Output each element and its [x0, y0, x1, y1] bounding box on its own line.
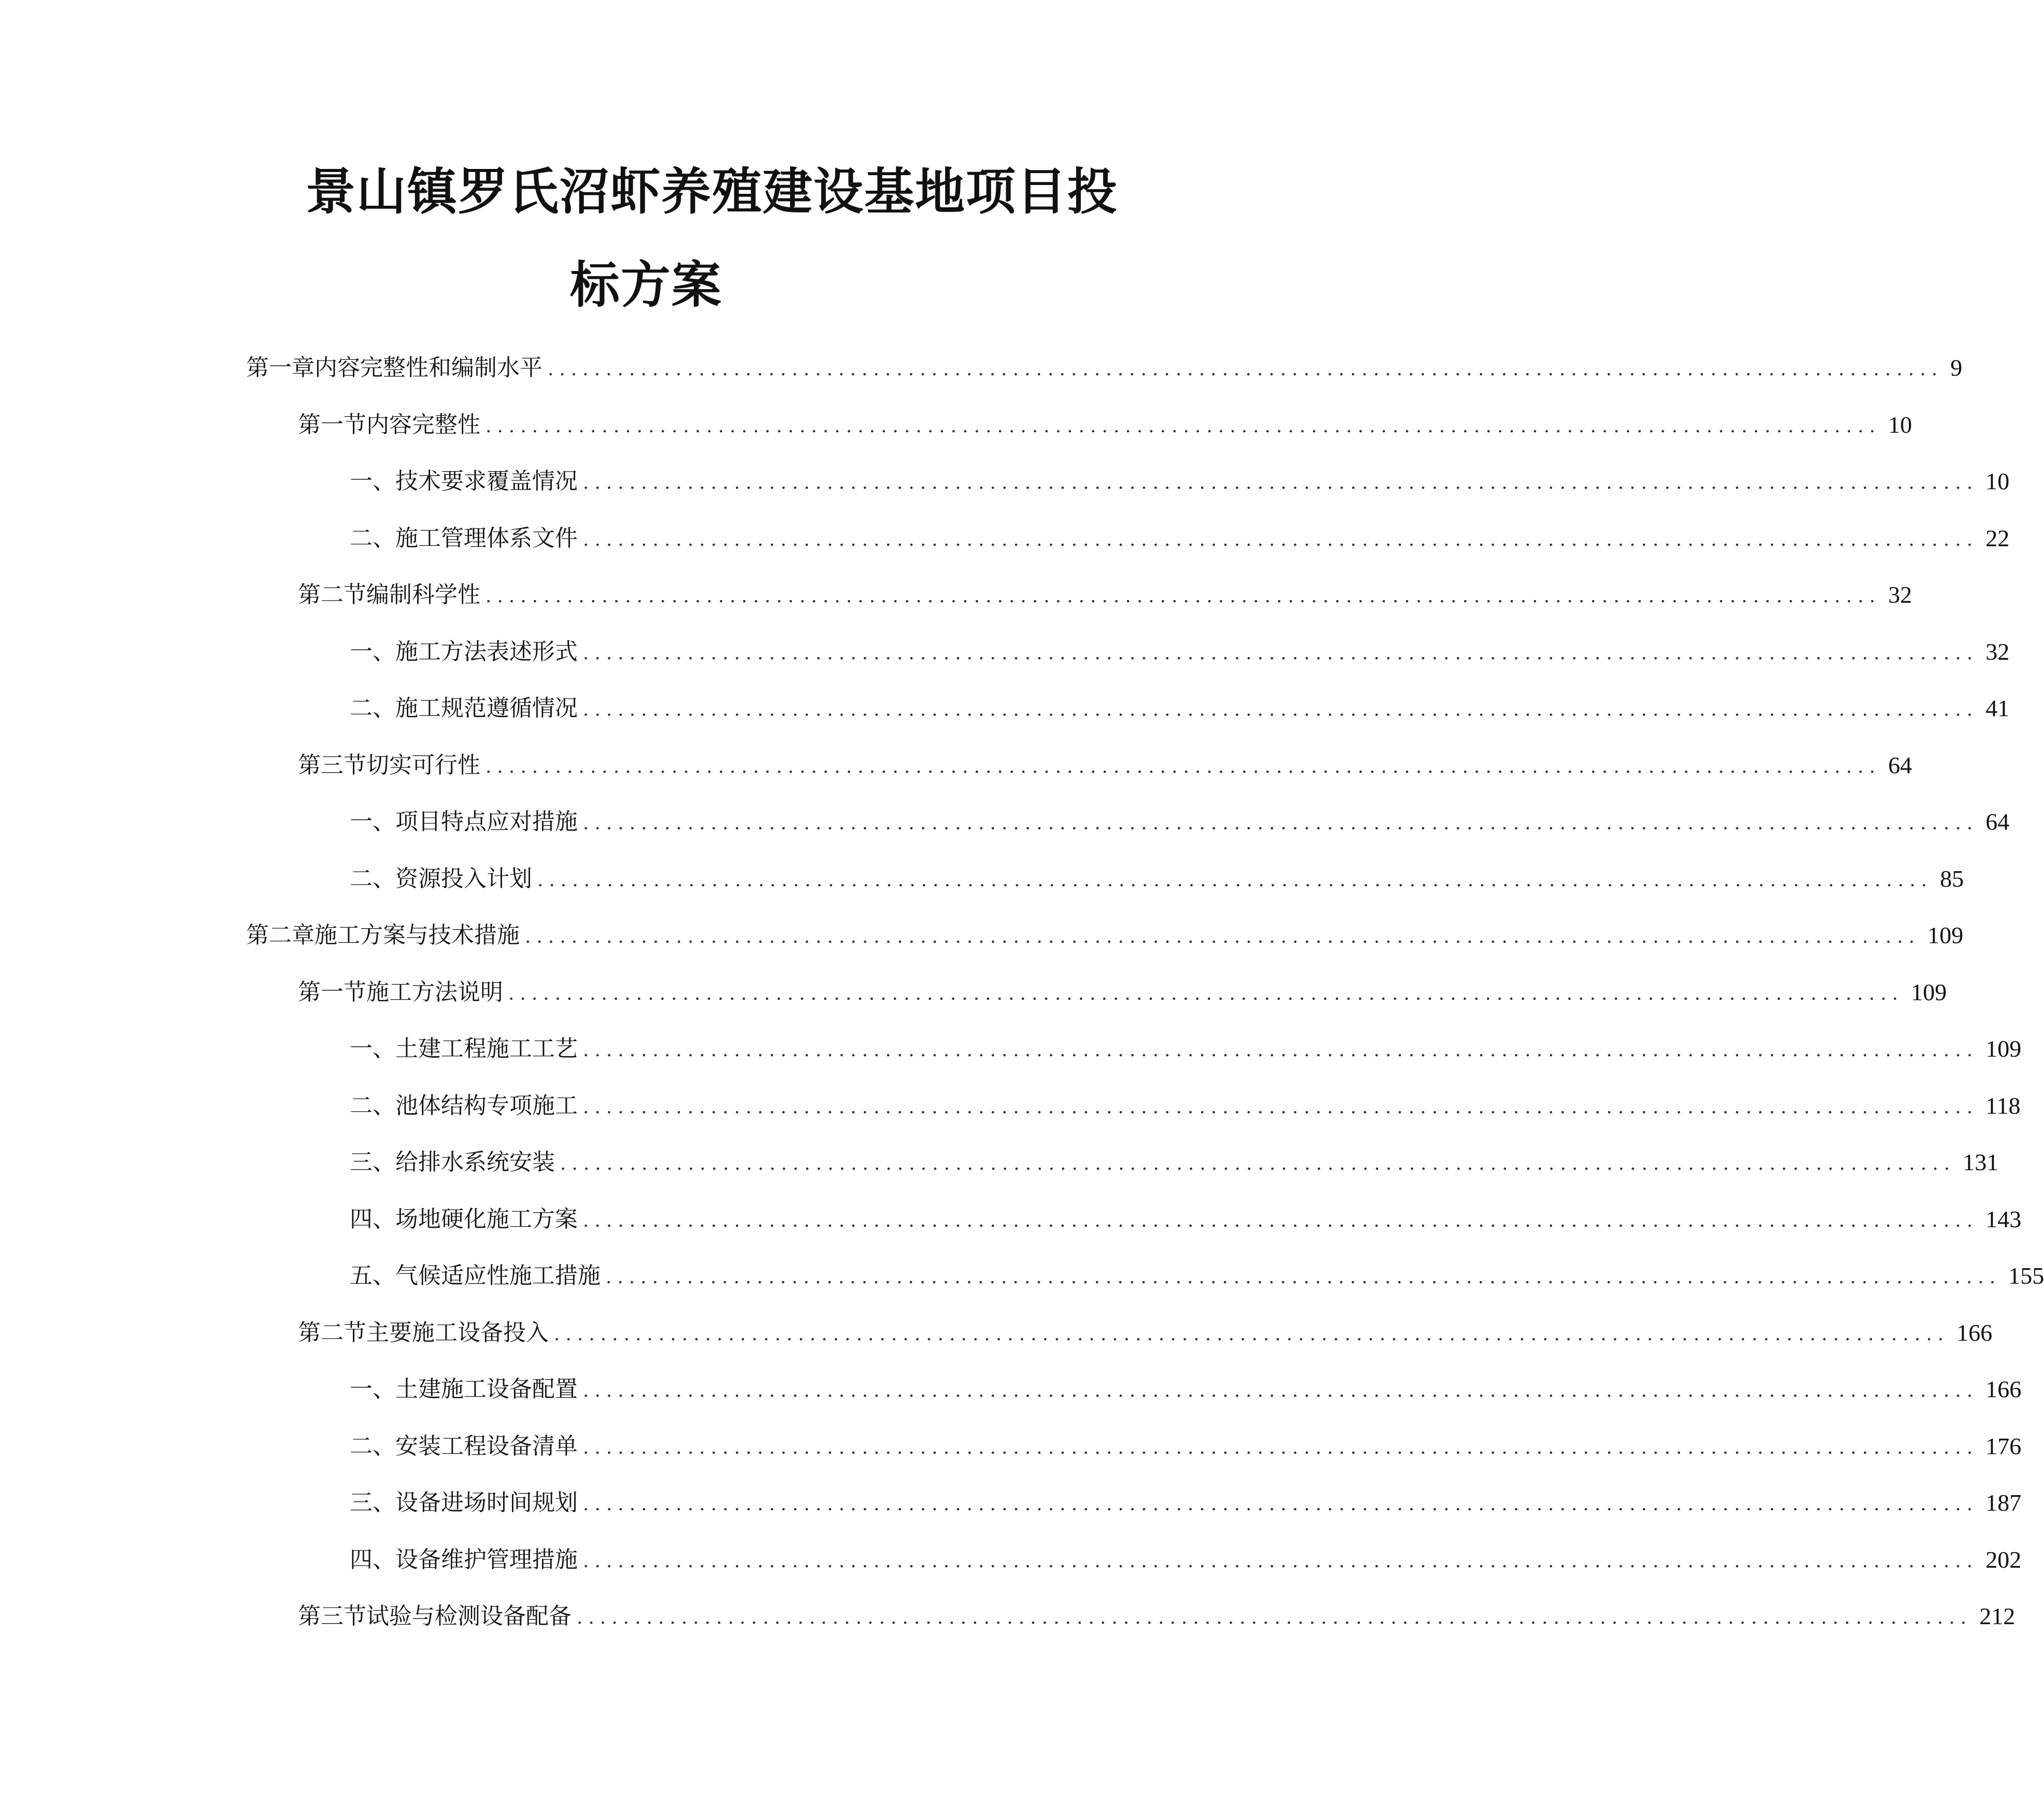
- toc-entry-label: 项目特点应对措施: [395, 808, 578, 835]
- toc-entry[interactable]: [350, 801, 2010, 843]
- toc-entry-page-number: 131: [1963, 1149, 1999, 1175]
- toc-leader-dots: ........................................................................................................................: [583, 1494, 1979, 1515]
- toc-entry-label: 施工管理体系文件: [395, 525, 578, 551]
- document-title-line-2: 标方案: [570, 255, 722, 314]
- toc-leader-dots: ........................................................................................................................: [548, 359, 1943, 380]
- toc-entry-label: 给排水系统安装: [395, 1149, 555, 1175]
- toc-entry[interactable]: [350, 1085, 2021, 1127]
- toc-entry-number: 二、: [350, 865, 395, 892]
- toc-leader-dots: ........................................................................................................................: [485, 756, 1881, 777]
- toc-entry-page-number: 10: [1985, 468, 2010, 494]
- toc-leader-dots: ........................................................................................................................: [525, 926, 1921, 947]
- toc-entry-label: 安装工程设备清单: [395, 1433, 578, 1459]
- toc-entry-label: 切实可行性: [366, 752, 480, 778]
- toc-entry-number: 二、: [350, 1433, 395, 1459]
- toc-entry-label: 内容完整性和编制水平: [315, 354, 542, 381]
- toc-entry-number: 一、: [350, 638, 395, 665]
- toc-leader-dots: ........................................................................................................................: [508, 983, 1904, 1004]
- toc-entry-page-number: 64: [1985, 808, 2010, 835]
- toc-entry-page-number: 212: [1979, 1603, 2016, 1629]
- toc-entry-page-number: 187: [1985, 1489, 2022, 1516]
- toc-entry-page-number: 32: [1985, 638, 2010, 665]
- toc-entry-page-number: 155: [2008, 1262, 2044, 1289]
- toc-entry-page-number: 166: [1985, 1376, 2022, 1402]
- toc-entry[interactable]: [298, 1312, 1993, 1354]
- toc-entry[interactable]: [298, 745, 1912, 786]
- toc-entry[interactable]: [350, 1539, 2022, 1581]
- toc-entry-number: 一、: [350, 808, 395, 835]
- toc-entry[interactable]: [350, 1482, 2022, 1524]
- toc-entry[interactable]: [298, 574, 1912, 616]
- toc-entry-page-number: 22: [1985, 525, 2010, 551]
- toc-entry-number: 第一章: [246, 354, 315, 381]
- toc-entry-label: 土建施工设备配置: [395, 1376, 578, 1402]
- toc-entry[interactable]: [350, 518, 2010, 559]
- toc-entry[interactable]: [350, 1028, 2022, 1070]
- toc-entry-page-number: 109: [1911, 979, 1947, 1005]
- toc-entry[interactable]: [350, 688, 2010, 729]
- toc-entry-number: 二、: [350, 525, 395, 551]
- toc-entry-label: 编制科学性: [366, 581, 480, 608]
- toc-entry-page-number: 109: [1985, 1035, 2022, 1062]
- toc-leader-dots: ........................................................................................................................: [577, 1607, 1972, 1628]
- toc-entry-label: 施工方法说明: [366, 979, 503, 1005]
- toc-leader-dots: ........................................................................................................................: [560, 1153, 1956, 1174]
- toc-entry-number: 四、: [350, 1546, 395, 1573]
- toc-entry-number: 第三节: [298, 1603, 366, 1629]
- toc-leader-dots: ........................................................................................................................: [537, 870, 1933, 891]
- toc-leader-dots: ........................................................................................................................: [606, 1267, 2002, 1288]
- toc-leader-dots: ........................................................................................................................: [583, 1551, 1979, 1572]
- toc-leader-dots: ........................................................................................................................: [583, 699, 1979, 720]
- toc-entry[interactable]: [350, 1255, 2044, 1297]
- toc-entry-page-number: 118: [1985, 1092, 2021, 1119]
- toc-leader-dots: ........................................................................................................................: [583, 643, 1979, 664]
- toc-entry-number: 一、: [350, 1376, 395, 1402]
- toc-entry-page-number: 176: [1985, 1433, 2022, 1459]
- toc-entry[interactable]: [246, 347, 1963, 389]
- toc-entry-label: 施工方法表述形式: [395, 638, 578, 665]
- toc-entry-label: 场地硬化施工方案: [395, 1206, 578, 1232]
- toc-entry-number: 三、: [350, 1489, 395, 1516]
- toc-leader-dots: ........................................................................................................................: [583, 813, 1979, 834]
- toc-entry-label: 内容完整性: [366, 411, 480, 438]
- toc-entry-number: 五、: [350, 1262, 395, 1289]
- toc-entry-number: 第二节: [298, 1319, 366, 1346]
- toc-leader-dots: ........................................................................................................................: [583, 1040, 1979, 1061]
- toc-entry[interactable]: [350, 1426, 2022, 1467]
- toc-entry-number: 第二章: [246, 922, 315, 948]
- toc-entry-page-number: 10: [1888, 411, 1912, 438]
- toc-entry-label: 池体结构专项施工: [395, 1092, 578, 1119]
- toc-entry[interactable]: [298, 972, 1947, 1013]
- toc-leader-dots: ........................................................................................................................: [583, 1437, 1979, 1458]
- toc-entry-page-number: 85: [1940, 865, 1964, 892]
- toc-entry-number: 第一节: [298, 979, 366, 1005]
- toc-entry-label: 气候适应性施工措施: [395, 1262, 601, 1289]
- toc-entry[interactable]: [350, 461, 2010, 502]
- toc-entry-page-number: 9: [1950, 354, 1963, 381]
- toc-leader-dots: ........................................................................................................................: [583, 1097, 1979, 1118]
- toc-entry-page-number: 32: [1888, 581, 1912, 608]
- toc-entry[interactable]: [350, 858, 1964, 900]
- toc-entry-label: 技术要求覆盖情况: [395, 468, 578, 494]
- toc-entry-number: 一、: [350, 468, 395, 494]
- toc-entry-number: 第三节: [298, 752, 366, 778]
- toc-entry-label: 土建工程施工工艺: [395, 1035, 578, 1062]
- toc-entry-page-number: 202: [1985, 1546, 2022, 1573]
- toc-leader-dots: ........................................................................................................................: [485, 586, 1881, 607]
- toc-entry-label: 施工方案与技术措施: [315, 922, 520, 948]
- toc-leader-dots: ........................................................................................................................: [554, 1324, 1950, 1345]
- toc-entry-page-number: 64: [1888, 752, 1912, 778]
- toc-leader-dots: ........................................................................................................................: [485, 416, 1881, 437]
- toc-entry[interactable]: [298, 404, 1912, 446]
- toc-entry[interactable]: [298, 1596, 2016, 1637]
- toc-entry-label: 试验与检测设备配备: [366, 1603, 571, 1629]
- toc-entry-label: 资源投入计划: [395, 865, 532, 892]
- toc-entry-page-number: 166: [1956, 1319, 1993, 1346]
- toc-entry-number: 四、: [350, 1206, 395, 1232]
- toc-entry[interactable]: [350, 1142, 1999, 1183]
- document-title-line-1: 景山镇罗氏沼虾养殖建设基地项目投: [306, 162, 1118, 221]
- toc-entry-number: 二、: [350, 1092, 395, 1119]
- toc-entry-page-number: 41: [1985, 695, 2010, 721]
- toc-leader-dots: ........................................................................................................................: [583, 1380, 1979, 1401]
- toc-entry-number: 第一节: [298, 411, 366, 438]
- toc-entry-number: 二、: [350, 695, 395, 721]
- toc-entry-label: 施工规范遵循情况: [395, 695, 578, 721]
- toc-entry-number: 一、: [350, 1035, 395, 1062]
- toc-entry-page-number: 109: [1927, 922, 1964, 948]
- toc-entry-label: 设备维护管理措施: [395, 1546, 578, 1573]
- toc-entry-label: 主要施工设备投入: [366, 1319, 549, 1346]
- toc-entry-number: 三、: [350, 1149, 395, 1175]
- toc-leader-dots: ........................................................................................................................: [583, 1210, 1979, 1231]
- toc-entry[interactable]: [350, 1199, 2022, 1240]
- toc-entry-number: 第二节: [298, 581, 366, 608]
- toc-leader-dots: ........................................................................................................................: [583, 529, 1979, 550]
- toc-entry-label: 设备进场时间规划: [395, 1489, 578, 1516]
- toc-leader-dots: ........................................................................................................................: [583, 472, 1979, 493]
- toc-entry-page-number: 143: [1985, 1206, 2022, 1232]
- toc-entry[interactable]: [350, 1369, 2022, 1410]
- toc-entry[interactable]: [350, 631, 2010, 673]
- toc-entry[interactable]: [246, 915, 1964, 956]
